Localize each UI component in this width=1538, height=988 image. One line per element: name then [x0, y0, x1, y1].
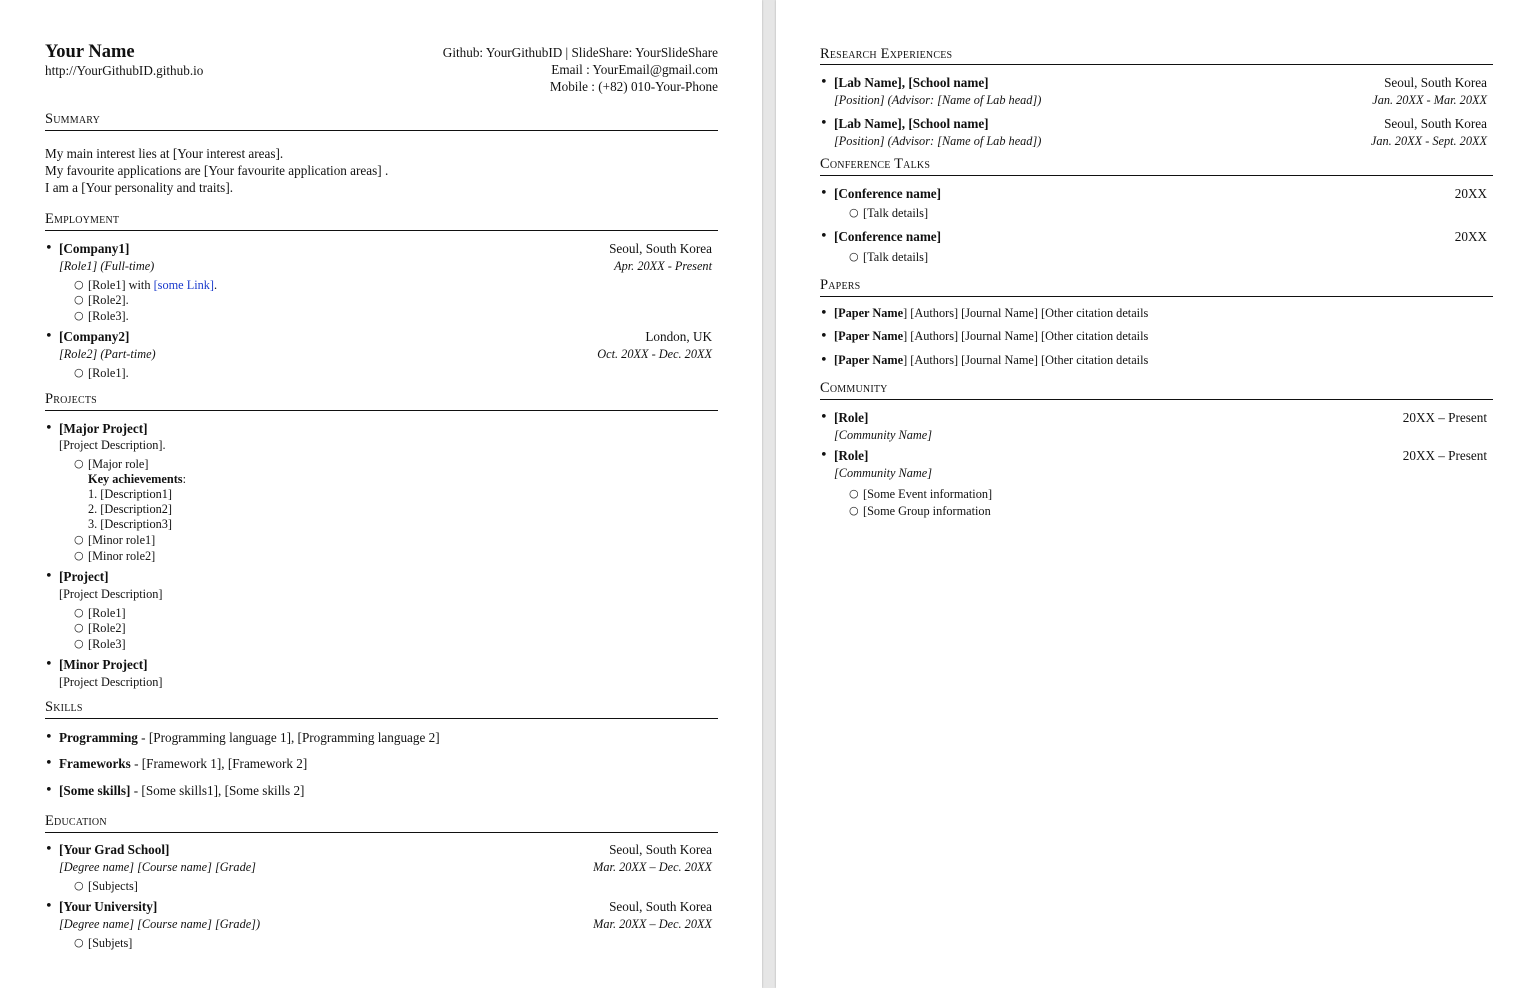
skill-item [59, 784, 304, 797]
community-dates: 20XX – Present [1402, 410, 1487, 425]
project-role: [Role2] [88, 621, 126, 635]
achievement-item: 2. [Description2] [88, 502, 173, 516]
circle-bullet-icon: ○ [74, 533, 84, 546]
paper-item [834, 354, 1148, 366]
lab-position: [Position] (Advisor: [Name of Lab head]) [834, 93, 1042, 107]
school-name: [Your Grad School] [59, 842, 170, 857]
resume-name: Your Name [45, 42, 135, 62]
project-name: [Project] [59, 569, 109, 584]
school-name: [Your University] [59, 899, 158, 914]
circle-bullet-icon: ○ [74, 637, 84, 650]
community-detail: [Some Event information] [863, 487, 993, 501]
bullet-icon: • [45, 329, 53, 344]
section-title-papers: Papers [820, 277, 861, 293]
section-rule [45, 832, 718, 833]
community-dates: 20XX – Present [1402, 448, 1487, 463]
conference-year: 20XX [1454, 186, 1487, 201]
bullet-icon: • [45, 421, 53, 436]
community-org: [Community Name] [834, 428, 933, 442]
lab-location: Seoul, South Korea [1384, 75, 1487, 90]
section-rule [820, 296, 1493, 297]
lab-name: [Lab Name], [School name] [834, 75, 989, 90]
bullet-icon: • [45, 730, 53, 745]
lab-position: [Position] (Advisor: [Name of Lab head]) [834, 134, 1042, 148]
bullet-icon: • [820, 329, 828, 344]
achievement-text: [Description1] [100, 487, 173, 501]
lab-dates: Jan. 20XX - Mar. 20XX [1372, 93, 1487, 107]
talk-details: [Talk details] [863, 250, 929, 264]
section-title-employment: Employment [45, 211, 120, 227]
section-title-skills: Skills [45, 699, 83, 715]
github-slideshare-line[interactable]: Github: YourGithubID | SlideShare: YourSlideShare [442, 45, 718, 60]
company-location: London, UK [645, 329, 712, 344]
circle-bullet-icon: ○ [74, 457, 84, 470]
job-detail: [Role2]. [88, 293, 129, 307]
project-role: [Role3] [88, 637, 126, 651]
lab-dates: Jan. 20XX - Sept. 20XX [1370, 134, 1487, 148]
paper-citation: ] [Authors] [Journal Name] [Other citation details [903, 329, 1149, 343]
achievement-item: 3. [Description3] [88, 517, 173, 531]
bullet-icon: • [820, 75, 828, 90]
some-link[interactable]: [some Link] [153, 278, 215, 292]
project-name: [Minor Project] [59, 657, 148, 672]
bullet-icon: • [45, 842, 53, 857]
resume-page-1 [0, 0, 762, 988]
community-role: [Role] [834, 410, 869, 425]
paper-name: [Paper Name [834, 329, 904, 343]
circle-bullet-icon: ○ [74, 936, 84, 949]
school-location: Seoul, South Korea [609, 842, 712, 857]
skill-item [59, 757, 307, 770]
circle-bullet-icon: ○ [74, 293, 84, 306]
section-title-education: Education [45, 813, 107, 829]
job-role: [Role1] (Full-time) [59, 259, 155, 273]
paper-item [834, 307, 1148, 319]
company-name: [Company1] [59, 241, 130, 256]
company-location: Seoul, South Korea [609, 241, 712, 256]
job-detail-text: [Role1] with [88, 278, 154, 292]
skill-label: Frameworks [59, 756, 131, 771]
resume-page-2 [776, 0, 1538, 988]
education-detail: [Subjects] [88, 879, 138, 893]
section-title-projects: Projects [45, 391, 97, 407]
bullet-icon: • [45, 783, 53, 798]
job-role: [Role2] (Part-time) [59, 347, 156, 361]
skill-value: - [Programming language 1], [Programming language 2] [137, 730, 440, 745]
summary-line: My main interest lies at [Your interest areas]. [45, 146, 284, 161]
circle-bullet-icon: ○ [74, 606, 84, 619]
section-title-summary: Summary [45, 111, 101, 127]
community-detail: [Some Group information [863, 504, 991, 518]
circle-bullet-icon: ○ [849, 487, 859, 500]
project-role: [Minor role1] [88, 533, 156, 547]
bullet-icon: • [820, 410, 828, 425]
bullet-icon: • [820, 353, 828, 368]
website-link[interactable]: http://YourGithubID.github.io [45, 63, 204, 78]
job-detail: [Role3]. [88, 309, 129, 323]
skill-label: Programming [59, 730, 138, 745]
circle-bullet-icon: ○ [849, 250, 859, 263]
education-detail: [Subjets] [88, 936, 133, 950]
bullet-icon: • [45, 899, 53, 914]
job-detail [88, 279, 217, 291]
job-detail: [Role1]. [88, 366, 129, 380]
job-detail-tail: . [214, 278, 218, 292]
bullet-icon: • [820, 116, 828, 131]
paper-name: [Paper Name [834, 306, 904, 320]
key-achievements-label: Key achievements: [88, 472, 187, 486]
circle-bullet-icon: ○ [74, 879, 84, 892]
section-rule [820, 175, 1493, 176]
project-name: [Major Project] [59, 421, 148, 436]
degree-info: [Degree name] [Course name] [Grade]) [59, 917, 261, 931]
circle-bullet-icon: ○ [74, 621, 84, 634]
education-dates: Mar. 20XX – Dec. 20XX [593, 917, 712, 931]
lab-location: Seoul, South Korea [1384, 116, 1487, 131]
paper-item [834, 330, 1148, 342]
conference-name: [Conference name] [834, 229, 942, 244]
skill-value: - [Some skills1], [Some skills 2] [130, 783, 305, 798]
project-role: [Role1] [88, 606, 126, 620]
summary-line: My favourite applications are [Your favourite application areas] . [45, 163, 389, 178]
paper-citation: ] [Authors] [Journal Name] [Other citation details [903, 306, 1149, 320]
bullet-icon: • [820, 448, 828, 463]
community-org: [Community Name] [834, 466, 933, 480]
project-role: [Minor role2] [88, 549, 156, 563]
circle-bullet-icon: ○ [849, 504, 859, 517]
bullet-icon: • [45, 657, 53, 672]
section-rule [45, 130, 718, 131]
bullet-icon: • [820, 229, 828, 244]
conference-year: 20XX [1454, 229, 1487, 244]
circle-bullet-icon: ○ [74, 366, 84, 379]
job-dates: Apr. 20XX - Present [614, 259, 712, 273]
circle-bullet-icon: ○ [849, 206, 859, 219]
mobile-line: Mobile : (+82) 010-Your-Phone [549, 79, 718, 94]
degree-info: [Degree name] [Course name] [Grade] [59, 860, 256, 874]
email-line[interactable]: Email : YourEmail@gmail.com [551, 62, 718, 77]
circle-bullet-icon: ○ [74, 549, 84, 562]
project-description: [Project Description] [59, 587, 163, 601]
section-rule [45, 718, 718, 719]
section-title-research: Research Experiences [820, 46, 953, 62]
project-description: [Project Description]. [59, 438, 166, 452]
bullet-icon: • [45, 569, 53, 584]
section-rule [820, 64, 1493, 65]
company-name: [Company2] [59, 329, 130, 344]
section-rule [820, 399, 1493, 400]
paper-citation: ] [Authors] [Journal Name] [Other citation details [903, 353, 1149, 367]
summary-line: I am a [Your personality and traits]. [45, 180, 234, 195]
bullet-icon: • [45, 756, 53, 771]
bullet-icon: • [820, 186, 828, 201]
circle-bullet-icon: ○ [74, 309, 84, 322]
job-dates: Oct. 20XX - Dec. 20XX [597, 347, 712, 361]
section-title-community: Community [820, 380, 888, 396]
project-description: [Project Description] [59, 675, 163, 689]
skill-value: - [Framework 1], [Framework 2] [130, 756, 308, 771]
achievement-item: 1. [Description1] [88, 487, 173, 501]
circle-bullet-icon: ○ [74, 278, 84, 291]
achievement-text: [Description3] [100, 517, 173, 531]
paper-name: [Paper Name [834, 353, 904, 367]
skill-label: [Some skills] [59, 783, 131, 798]
bullet-icon: • [820, 306, 828, 321]
project-role: [Major role] [88, 457, 149, 471]
section-title-talks: Conference Talks [820, 156, 931, 172]
community-role: [Role] [834, 448, 869, 463]
section-rule [45, 230, 718, 231]
skill-item [59, 731, 440, 744]
conference-name: [Conference name] [834, 186, 942, 201]
key-achievements-text: Key achievements [88, 472, 183, 486]
achievement-text: [Description2] [100, 502, 173, 516]
bullet-icon: • [45, 241, 53, 256]
talk-details: [Talk details] [863, 206, 929, 220]
section-rule [45, 410, 718, 411]
education-dates: Mar. 20XX – Dec. 20XX [593, 860, 712, 874]
lab-name: [Lab Name], [School name] [834, 116, 989, 131]
school-location: Seoul, South Korea [609, 899, 712, 914]
